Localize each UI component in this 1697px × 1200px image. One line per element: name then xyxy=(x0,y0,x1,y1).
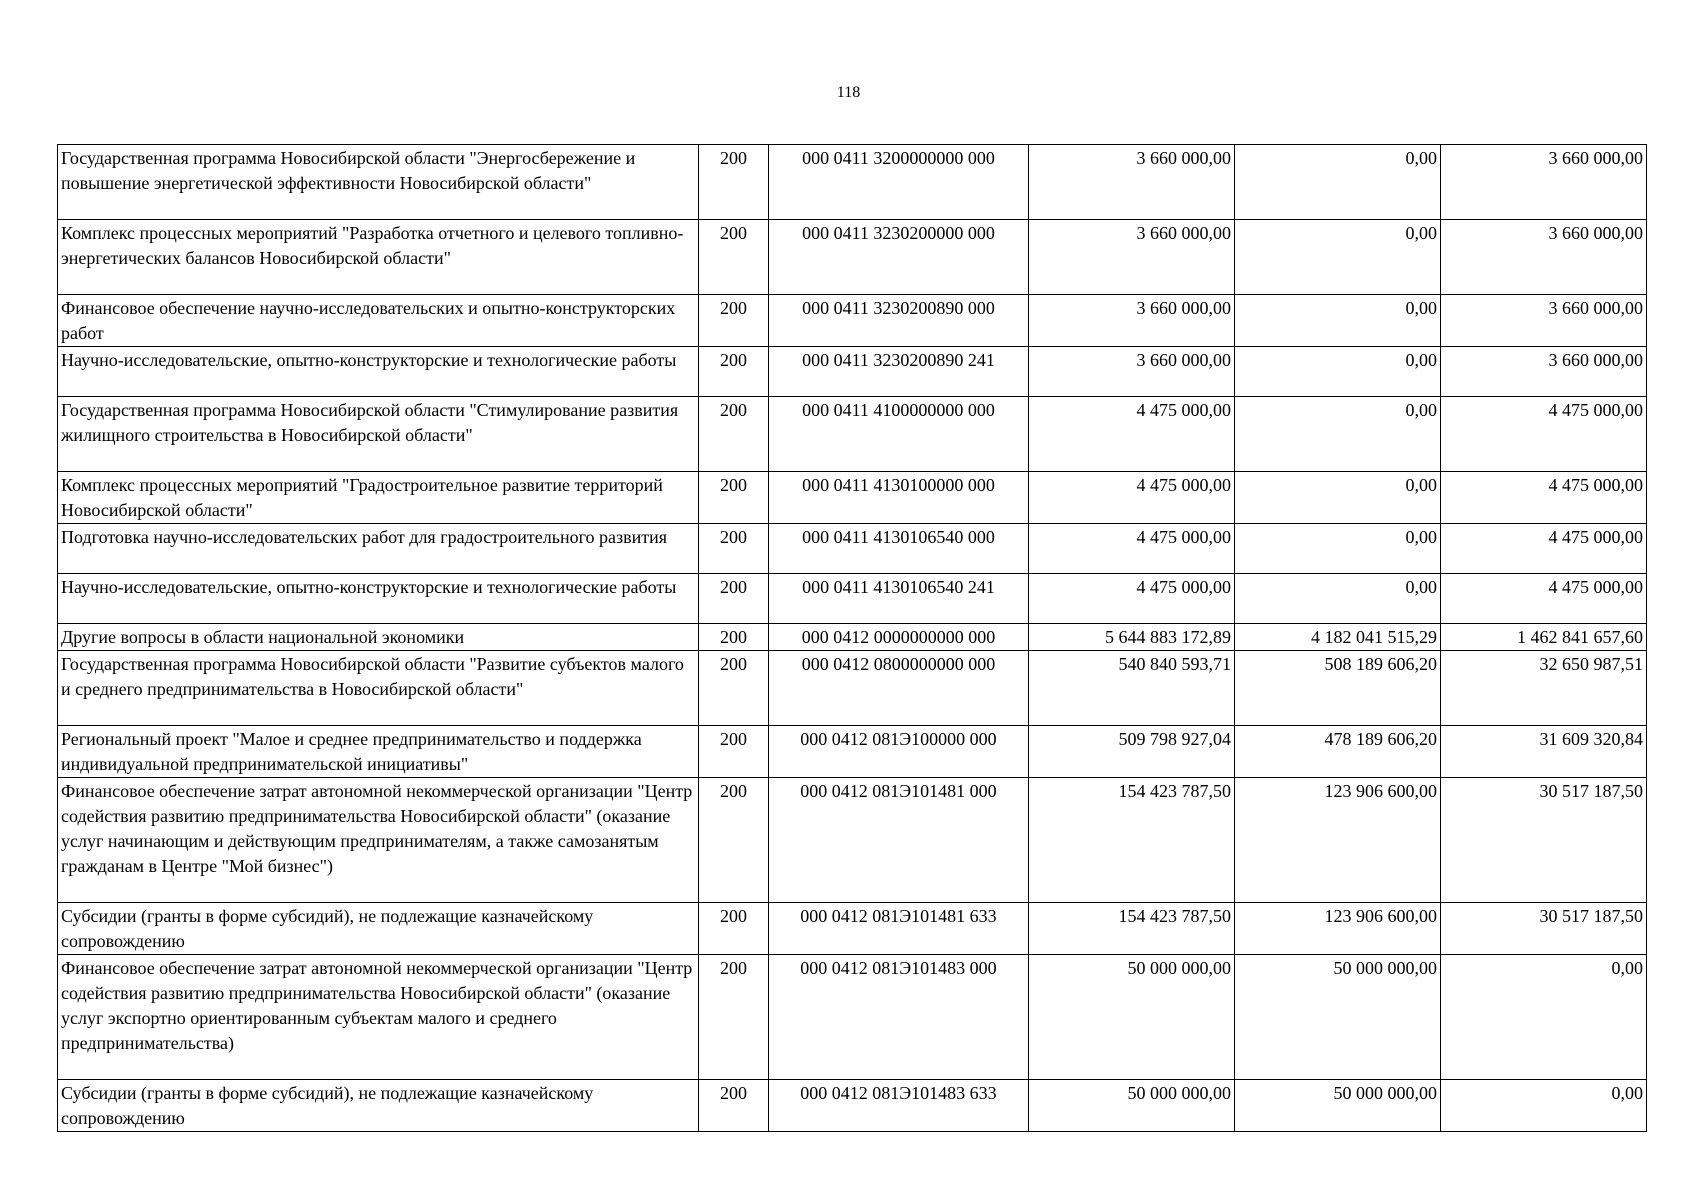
row-federal-amount: 123 906 600,00 xyxy=(1235,903,1441,955)
table-row xyxy=(58,397,1647,472)
row-federal-amount: 0,00 xyxy=(1235,347,1441,397)
row-classification-code: 000 0412 081Э101481 633 xyxy=(769,903,1029,955)
row-federal-amount: 0,00 xyxy=(1235,220,1441,295)
row-regional-amount: 3 660 000,00 xyxy=(1441,347,1647,397)
row-regional-amount: 32 650 987,51 xyxy=(1441,651,1647,726)
row-name: Субсидии (гранты в форме субсидий), не подлежащие казначейскому сопровождению xyxy=(58,903,699,955)
row-federal-amount: 0,00 xyxy=(1235,295,1441,347)
row-regional-amount: 4 475 000,00 xyxy=(1441,397,1647,472)
row-federal-amount: 0,00 xyxy=(1235,145,1441,220)
row-admin-code: 200 xyxy=(699,651,769,726)
row-name: Государственная программа Новосибирской области "Развитие субъектов малого и среднего предпринимательства в Новосибирской области" xyxy=(58,651,699,726)
budget-table xyxy=(57,144,1647,1132)
table-row xyxy=(58,903,1647,955)
table-row xyxy=(58,726,1647,778)
row-admin-code: 200 xyxy=(699,1080,769,1132)
row-regional-amount: 1 462 841 657,60 xyxy=(1441,624,1647,651)
row-total-amount: 509 798 927,04 xyxy=(1029,726,1235,778)
row-federal-amount: 0,00 xyxy=(1235,472,1441,524)
row-regional-amount: 4 475 000,00 xyxy=(1441,524,1647,574)
row-name: Финансовое обеспечение научно-исследовательских и опытно-конструкторских работ xyxy=(58,295,699,347)
row-admin-code: 200 xyxy=(699,472,769,524)
table-row xyxy=(58,295,1647,347)
row-total-amount: 4 475 000,00 xyxy=(1029,574,1235,624)
row-classification-code: 000 0412 0000000000 000 xyxy=(769,624,1029,651)
row-regional-amount: 4 475 000,00 xyxy=(1441,574,1647,624)
row-federal-amount: 50 000 000,00 xyxy=(1235,1080,1441,1132)
row-classification-code: 000 0411 4100000000 000 xyxy=(769,397,1029,472)
row-total-amount: 4 475 000,00 xyxy=(1029,397,1235,472)
table-row xyxy=(58,574,1647,624)
row-name: Субсидии (гранты в форме субсидий), не подлежащие казначейскому сопровождению xyxy=(58,1080,699,1132)
row-classification-code: 000 0411 4130106540 000 xyxy=(769,524,1029,574)
row-classification-code: 000 0412 0800000000 000 xyxy=(769,651,1029,726)
row-total-amount: 50 000 000,00 xyxy=(1029,1080,1235,1132)
row-name: Региональный проект "Малое и среднее предпринимательство и поддержка индивидуальной предпринимательской инициативы" xyxy=(58,726,699,778)
table-row xyxy=(58,145,1647,220)
row-regional-amount: 31 609 320,84 xyxy=(1441,726,1647,778)
row-admin-code: 200 xyxy=(699,347,769,397)
row-regional-amount: 4 475 000,00 xyxy=(1441,472,1647,524)
row-admin-code: 200 xyxy=(699,145,769,220)
row-regional-amount: 3 660 000,00 xyxy=(1441,295,1647,347)
row-total-amount: 3 660 000,00 xyxy=(1029,295,1235,347)
row-federal-amount: 0,00 xyxy=(1235,524,1441,574)
table-row xyxy=(58,955,1647,1080)
table-row xyxy=(58,220,1647,295)
table-row xyxy=(58,347,1647,397)
row-admin-code: 200 xyxy=(699,778,769,903)
row-classification-code: 000 0411 3200000000 000 xyxy=(769,145,1029,220)
row-total-amount: 3 660 000,00 xyxy=(1029,145,1235,220)
row-classification-code: 000 0411 4130100000 000 xyxy=(769,472,1029,524)
row-federal-amount: 0,00 xyxy=(1235,397,1441,472)
table-row xyxy=(58,524,1647,574)
row-regional-amount: 0,00 xyxy=(1441,1080,1647,1132)
row-total-amount: 4 475 000,00 xyxy=(1029,524,1235,574)
row-name: Другие вопросы в области национальной экономики xyxy=(58,624,699,651)
row-admin-code: 200 xyxy=(699,524,769,574)
row-federal-amount: 478 189 606,20 xyxy=(1235,726,1441,778)
table-row xyxy=(58,1080,1647,1132)
row-classification-code: 000 0411 4130106540 241 xyxy=(769,574,1029,624)
row-classification-code: 000 0411 3230200890 000 xyxy=(769,295,1029,347)
row-admin-code: 200 xyxy=(699,955,769,1080)
row-total-amount: 4 475 000,00 xyxy=(1029,472,1235,524)
row-classification-code: 000 0412 081Э100000 000 xyxy=(769,726,1029,778)
row-federal-amount: 4 182 041 515,29 xyxy=(1235,624,1441,651)
table-row xyxy=(58,778,1647,903)
page-number: 118 xyxy=(836,84,861,101)
row-name: Научно-исследовательские, опытно-конструкторские и технологические работы xyxy=(58,347,699,397)
table-row xyxy=(58,651,1647,726)
row-total-amount: 3 660 000,00 xyxy=(1029,347,1235,397)
row-name: Государственная программа Новосибирской области "Энергосбережение и повышение энергетической эффективности Новосибирской области" xyxy=(58,145,699,220)
row-admin-code: 200 xyxy=(699,726,769,778)
row-federal-amount: 123 906 600,00 xyxy=(1235,778,1441,903)
row-admin-code: 200 xyxy=(699,574,769,624)
row-admin-code: 200 xyxy=(699,397,769,472)
row-classification-code: 000 0412 081Э101483 000 xyxy=(769,955,1029,1080)
row-name: Финансовое обеспечение затрат автономной некоммерческой организации "Центр содействия развитию предпринимательства Новосибирской области" (оказание услуг начинающим и действующим предпринимателям, а также самозанятым гражданам в Центре "Мой бизнес") xyxy=(58,778,699,903)
row-regional-amount: 30 517 187,50 xyxy=(1441,903,1647,955)
row-regional-amount: 3 660 000,00 xyxy=(1441,145,1647,220)
row-total-amount: 154 423 787,50 xyxy=(1029,778,1235,903)
row-classification-code: 000 0412 081Э101481 000 xyxy=(769,778,1029,903)
row-name: Подготовка научно-исследовательских работ для градостроительного развития xyxy=(58,524,699,574)
row-total-amount: 3 660 000,00 xyxy=(1029,220,1235,295)
row-classification-code: 000 0412 081Э101483 633 xyxy=(769,1080,1029,1132)
row-admin-code: 200 xyxy=(699,220,769,295)
row-name: Комплекс процессных мероприятий "Градостроительное развитие территорий Новосибирской области" xyxy=(58,472,699,524)
row-federal-amount: 508 189 606,20 xyxy=(1235,651,1441,726)
row-total-amount: 154 423 787,50 xyxy=(1029,903,1235,955)
row-regional-amount: 0,00 xyxy=(1441,955,1647,1080)
row-federal-amount: 50 000 000,00 xyxy=(1235,955,1441,1080)
row-total-amount: 50 000 000,00 xyxy=(1029,955,1235,1080)
row-classification-code: 000 0411 3230200000 000 xyxy=(769,220,1029,295)
row-classification-code: 000 0411 3230200890 241 xyxy=(769,347,1029,397)
row-total-amount: 540 840 593,71 xyxy=(1029,651,1235,726)
row-federal-amount: 0,00 xyxy=(1235,574,1441,624)
row-admin-code: 200 xyxy=(699,624,769,651)
table-row xyxy=(58,624,1647,651)
row-name: Финансовое обеспечение затрат автономной некоммерческой организации "Центр содействия развитию предпринимательства Новосибирской области" (оказание услуг экспортно ориентированным субъектам малого и среднего предпринимательства) xyxy=(58,955,699,1080)
row-total-amount: 5 644 883 172,89 xyxy=(1029,624,1235,651)
row-admin-code: 200 xyxy=(699,295,769,347)
row-regional-amount: 3 660 000,00 xyxy=(1441,220,1647,295)
table-row xyxy=(58,472,1647,524)
row-regional-amount: 30 517 187,50 xyxy=(1441,778,1647,903)
row-admin-code: 200 xyxy=(699,903,769,955)
row-name: Государственная программа Новосибирской области "Стимулирование развития жилищного строительства в Новосибирской области" xyxy=(58,397,699,472)
row-name: Научно-исследовательские, опытно-конструкторские и технологические работы xyxy=(58,574,699,624)
row-name: Комплекс процессных мероприятий "Разработка отчетного и целевого топливно-энергетических балансов Новосибирской области" xyxy=(58,220,699,295)
